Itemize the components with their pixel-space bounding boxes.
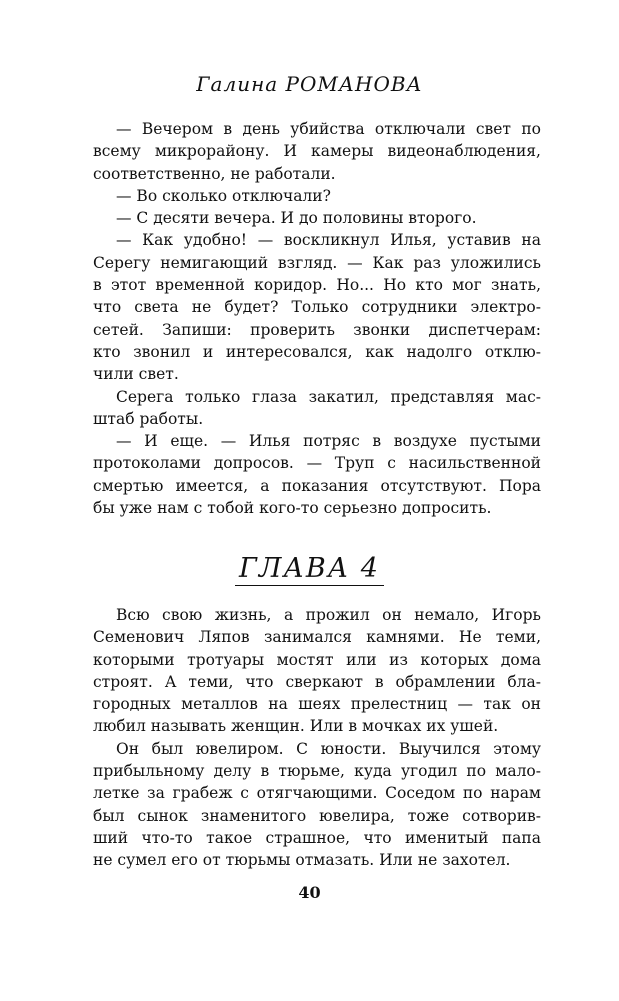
running-header: Галина РОМАНОВА [196, 72, 423, 96]
text-line: — Как удобно! — воскликнул Илья, уставив на [116, 231, 541, 250]
text-line: строят. А теми, что сверкают в обрамлении бла- [93, 672, 541, 691]
text-line: сетей. Запиши: проверить звонки диспетчерам: [93, 320, 541, 339]
text-line: летке за грабеж с отягчающими. Соседом по нарам [93, 784, 541, 803]
text-line: был сынок знаменитого ювелира, тоже сотворив- [93, 806, 541, 825]
text-line: — Во сколько отключали? [116, 186, 331, 205]
text-line: Семенович Ляпов занимался камнями. Не теми, [93, 628, 541, 647]
text-line: ший что-то такое страшное, что именитый папа [93, 828, 541, 847]
text-section-dialogue [93, 118, 541, 519]
text-line: в этот временной коридор. Но... Но кто мог знать, [93, 276, 541, 295]
text-line: любил называть женщин. Или в мочках их ушей. [93, 717, 499, 736]
text-line: — С десяти вечера. И до половины второго. [116, 209, 477, 228]
text-section-narrative [93, 604, 541, 872]
text-line: прибыльному делу в тюрьме, куда угодил по мало- [93, 762, 541, 781]
text-line: Серегу немигающий взгляд. — Как раз уложились [93, 253, 541, 272]
text-line: — Вечером в день убийства отключали свет по [116, 120, 541, 138]
text-line: Он был ювелиром. С юности. Выучился этому [116, 739, 541, 758]
text-line: — И еще. — Илья потряс в воздухе пустыми [116, 432, 541, 451]
page-number: 40 [298, 883, 321, 902]
text-line: Серега только глаза закатил, представляя мас- [116, 387, 541, 406]
text-line: не сумел его от тюрьмы отмазать. Или не захотел. [93, 851, 511, 870]
text-line: смертью имеется, а показания отсутствуют. Пора [93, 476, 541, 495]
text-line: протоколами допросов. — Труп с насильственной [93, 454, 541, 473]
text-line: бы уже нам с тобой кого-то серьезно допросить. [93, 499, 492, 518]
text-line: кто звонил и интересовался, как надолго отклю- [93, 342, 541, 361]
text-line: всему микрорайону. И камеры видеонаблюдения, [93, 142, 541, 161]
text-line: Всю свою жизнь, а прожил он немало, Игорь [116, 606, 541, 624]
text-line: штаб работы. [93, 409, 204, 428]
text-line: которыми тротуары мостят или из которых дома [93, 650, 541, 669]
text-line: чили свет. [93, 365, 179, 384]
text-line: что света не будет? Только сотрудники электро- [93, 298, 541, 317]
text-line: соответственно, не работали. [93, 164, 336, 183]
chapter-heading [0, 553, 619, 584]
text-line: городных металлов на шеях прелестниц — так он [93, 695, 541, 714]
chapter-title: ГЛАВА 4 [235, 553, 384, 586]
